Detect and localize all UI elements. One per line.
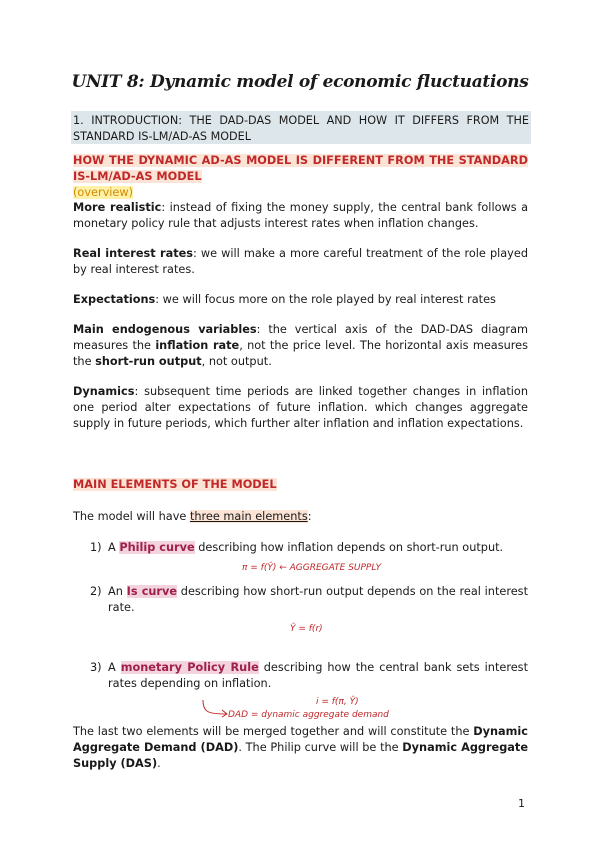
paragraph-endogenous bbox=[73, 322, 528, 369]
p2-bold: Real interest rates bbox=[73, 247, 194, 260]
item-highlight: Philip curve bbox=[119, 541, 195, 554]
page-title: UNIT 8: Dynamic model of economic fluctuations bbox=[71, 72, 529, 92]
overview-tag: (overview) bbox=[73, 185, 134, 199]
item-post: describing how inflation depends on short-run output. bbox=[194, 541, 504, 554]
p4-text-a: : the vertical axis of the DAD-DAS diagram measures the bbox=[73, 323, 528, 352]
handwritten-note-dad: DAD = dynamic aggregate demand bbox=[228, 710, 389, 720]
page-number: 1 bbox=[518, 797, 525, 810]
p3-text: : we will focus more on the role played by real interest rates bbox=[155, 293, 496, 306]
p4-bold2: inflation rate bbox=[155, 338, 240, 352]
handwritten-note-policy: i = f(π, Ŷ) bbox=[316, 697, 359, 707]
p2-text: : we will make a more careful treatment of the role played by real interest rates. bbox=[73, 247, 528, 276]
list-text bbox=[108, 660, 528, 692]
section1-heading: HOW THE DYNAMIC AD-AS MODEL IS DIFFERENT FROM THE STANDARD IS-LM/AD-AS MODEL bbox=[73, 154, 528, 183]
closing-text-a: The last two elements will be merged together and will constitute the bbox=[73, 725, 474, 738]
list-number: 1) bbox=[90, 541, 102, 554]
p1-text: : instead of fixing the money supply, the central bank follows a monetary policy rule that adjusts interest rates when inflation changes. bbox=[73, 201, 529, 231]
item-post: describing how the central bank sets interest rates depending on inflation. bbox=[108, 661, 528, 690]
paragraph-expectations bbox=[73, 292, 528, 308]
p4-text-b: , not the price level. The horizontal axis measures the bbox=[73, 338, 528, 368]
closing-bold-das: Dynamic Aggregate Supply (DAS) bbox=[73, 740, 528, 770]
p4-bold: Main endogenous variables bbox=[73, 323, 257, 336]
item-pre: An bbox=[108, 585, 127, 598]
p4-text-c: , not output. bbox=[201, 354, 272, 368]
list-text bbox=[108, 540, 528, 556]
lead-text-b: : bbox=[307, 510, 312, 523]
closing-bold-dad: Dynamic Aggregate Demand (DAD) bbox=[73, 725, 528, 754]
item-pre: A bbox=[108, 661, 121, 674]
intro-heading: 1. INTRODUCTION: THE DAD-DAS MODEL AND HOW IT DIFFERS FROM THE STANDARD IS-LM/AD-AS MODEL bbox=[71, 111, 531, 144]
lead-text-a: The model will have bbox=[73, 510, 190, 523]
handwritten-arrow-icon bbox=[200, 698, 230, 720]
section2-heading: MAIN ELEMENTS OF THE MODEL bbox=[73, 478, 277, 491]
paragraph-real-interest bbox=[73, 246, 528, 278]
list-text bbox=[108, 584, 528, 616]
list-number: 2) bbox=[90, 585, 102, 598]
lead-highlight: three main elements bbox=[189, 510, 308, 523]
p5-text: : subsequent time periods are linked together changes in inflation one period alter expectations of future inflation. which changes aggregate supply in future periods, which further alter inflation and inflation expectations. bbox=[73, 385, 528, 430]
item-highlight: Is curve bbox=[126, 585, 178, 598]
item-post: describing how short-run output depends on the real interest rate. bbox=[108, 585, 528, 614]
p1-bold: More realistic bbox=[73, 201, 162, 215]
closing-text-d: . bbox=[157, 756, 161, 770]
elements-lead bbox=[73, 509, 528, 525]
item-pre: A bbox=[108, 541, 120, 554]
handwritten-note-is: Ŷ = f(r) bbox=[290, 624, 323, 634]
handwritten-note-philip: π = f(Ŷ) ← AGGREGATE SUPPLY bbox=[242, 563, 382, 573]
p3-bold: Expectations bbox=[73, 293, 156, 306]
paragraph-dynamics bbox=[73, 384, 528, 431]
closing-paragraph bbox=[73, 724, 528, 771]
p5-bold: Dynamics bbox=[73, 385, 135, 398]
section1-heading-block bbox=[73, 153, 528, 232]
p4-bold3: short-run output bbox=[95, 354, 202, 368]
closing-text-c: . The Philip curve will be the bbox=[238, 740, 403, 754]
section2-heading-block bbox=[73, 477, 528, 493]
list-number: 3) bbox=[90, 661, 102, 674]
item-highlight: monetary Policy Rule bbox=[120, 661, 259, 674]
